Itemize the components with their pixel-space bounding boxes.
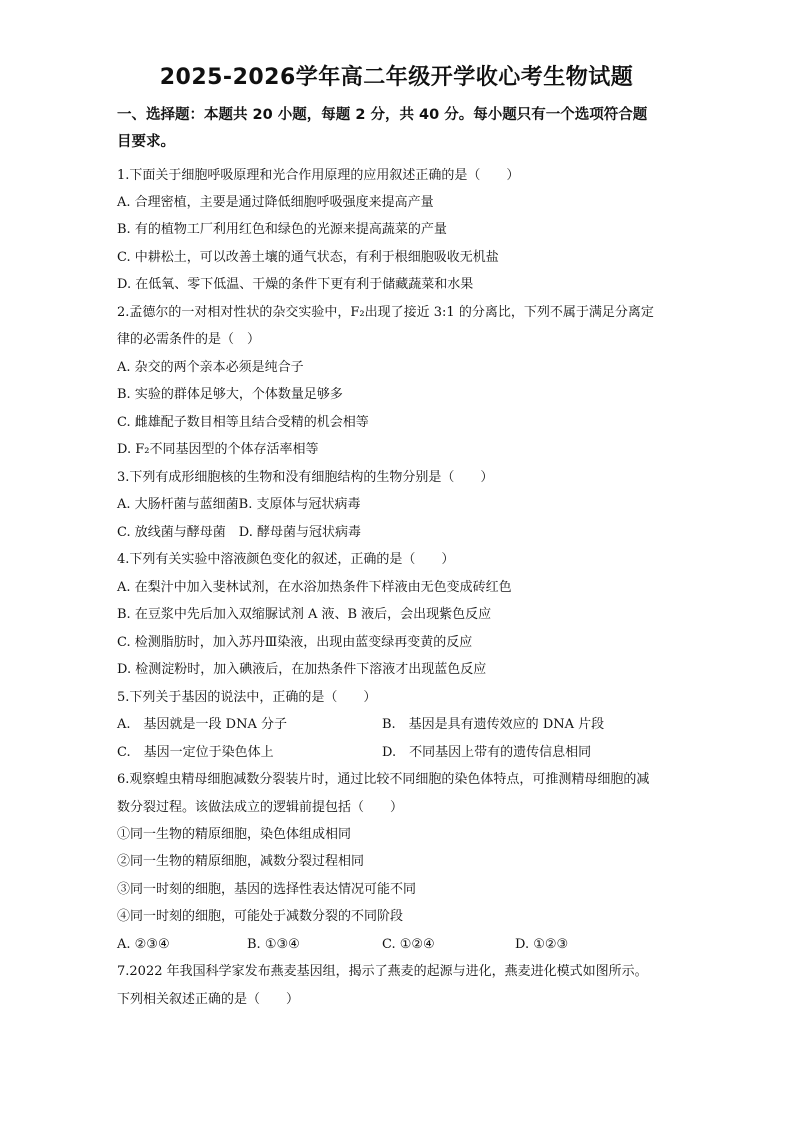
question-1-option-c: C. 中耕松土，可以改善土壤的通气状态，有利于根细胞吸收无机盐: [117, 250, 499, 265]
section-heading-line-2: 目要求。: [117, 134, 175, 150]
question-2-option-d: D. F₂不同基因型的个体存活率相等: [117, 442, 319, 457]
question-1-stem: 1.下面关于细胞呼吸原理和光合作用原理的应用叙述正确的是（ ）: [117, 168, 520, 183]
question-5-option-b: B. 基因是具有遗传效应的 DNA 片段: [382, 717, 605, 732]
question-6-statement-3: ③同一时刻的细胞，基因的选择性表达情况可能不同: [117, 882, 417, 897]
question-4-option-c: C. 检测脂肪时，加入苏丹Ⅲ染液，出现由蓝变绿再变黄的反应: [117, 635, 473, 650]
question-2-option-b: B. 实验的群体足够大，个体数量足够多: [117, 387, 343, 402]
question-6-statement-4: ④同一时刻的细胞，可能处于减数分裂的不同阶段: [117, 909, 404, 924]
question-6-option-a: A. ②③④: [117, 937, 170, 952]
question-3-options-cd: C. 放线菌与酵母菌 D. 酵母菌与冠状病毒: [117, 525, 361, 540]
question-7-stem-line-1: 7.2022 年我国科学家发布燕麦基因组，揭示了燕麦的起源与进化，燕麦进化模式如图所示。: [117, 964, 648, 979]
question-7-stem-line-2: 下列相关叙述正确的是（ ）: [117, 992, 300, 1007]
page-title: 2025-2026学年高二年级开学收心考生物试题: [159, 65, 634, 90]
question-3-stem: 3.下列有成形细胞核的生物和没有细胞结构的生物分别是（ ）: [117, 470, 494, 485]
question-6-statement-1: ①同一生物的精原细胞，染色体组成相同: [117, 827, 352, 842]
section-heading: [117, 102, 677, 156]
question-4-option-b: B. 在豆浆中先后加入双缩脲试剂 A 液、B 液后，会出现紫色反应: [117, 607, 492, 622]
section-heading-line-1: 一、选择题：本题共 20 小题，每题 2 分，共 40 分。每小题只有一个选项符合题: [117, 107, 648, 123]
question-6-option-b: B. ①③④: [247, 937, 300, 952]
question-2-option-a: A. 杂交的两个亲本必须是纯合子: [117, 360, 304, 375]
question-2-stem-line-1: 2.孟德尔的一对相对性状的杂交实验中，F₂出现了接近 3:1 的分离比，下列不属于满足分离定: [117, 305, 654, 320]
question-2-stem-line-2: 律的必需条件的是（ ）: [117, 332, 261, 347]
question-4-option-d: D. 检测淀粉时，加入碘液后，在加热条件下溶液才出现蓝色反应: [117, 662, 487, 677]
question-1-option-d: D. 在低氧、零下低温、干燥的条件下更有利于储藏蔬菜和水果: [117, 277, 474, 292]
question-6-stem-line-1: 6.观察蝗虫精母细胞减数分裂装片时，通过比较不同细胞的染色体特点，可推测精母细胞的减: [117, 772, 650, 787]
question-5-option-c: C. 基因一定位于染色体上: [117, 745, 274, 760]
question-1-option-a: A. 合理密植，主要是通过降低细胞呼吸强度来提高产量: [117, 195, 434, 210]
question-5-stem: 5.下列关于基因的说法中，正确的是（ ）: [117, 690, 377, 705]
question-6-stem-line-2: 数分裂过程。该做法成立的逻辑前提包括（ ）: [117, 800, 404, 815]
question-5-option-a: A. 基因就是一段 DNA 分子: [117, 717, 287, 732]
question-4-option-a: A. 在梨汁中加入斐林试剂，在水浴加热条件下样液由无色变成砖红色: [117, 580, 512, 595]
question-6-option-d: D. ①②③: [515, 937, 569, 952]
question-2-option-c: C. 雌雄配子数目相等且结合受精的机会相等: [117, 415, 369, 430]
question-6-statement-2: ②同一生物的精原细胞，减数分裂过程相同: [117, 854, 365, 869]
question-5-option-d: D. 不同基因上带有的遗传信息相同: [382, 745, 592, 760]
question-1-option-b: B. 有的植物工厂利用红色和绿色的光源来提高蔬菜的产量: [117, 222, 447, 237]
question-6-option-c: C. ①②④: [382, 937, 435, 952]
question-4-stem: 4.下列有关实验中溶液颜色变化的叙述，正确的是（ ）: [117, 552, 455, 567]
question-3-options-ab: A. 大肠杆菌与蓝细菌B. 支原体与冠状病毒: [117, 497, 361, 512]
